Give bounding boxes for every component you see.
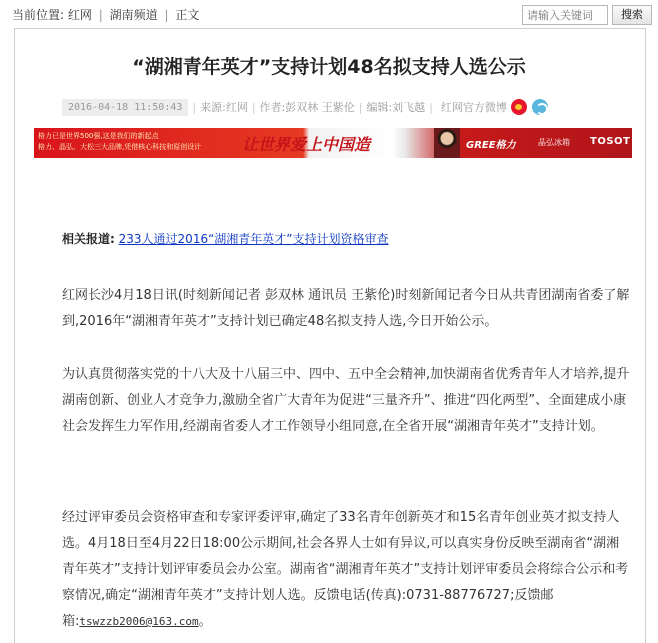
- search-button[interactable]: 搜索: [612, 5, 652, 25]
- top-bar: [0, 0, 658, 26]
- article-title: “湖湘青年英才”支持计划48名拟支持人选公示: [132, 56, 526, 78]
- paragraph-3-end: 。: [198, 614, 212, 629]
- article-meta: [62, 96, 548, 118]
- paragraph-3: [62, 505, 630, 635]
- weibo-link[interactable]: 红网官方微博: [440, 101, 507, 114]
- article-source: 来源:红网: [200, 101, 248, 114]
- banner-slogan: 让世界爱上中国造: [242, 135, 371, 154]
- meta-divider: |: [251, 100, 256, 114]
- meta-divider: |: [429, 100, 433, 114]
- banner-line-2: 格力、晶弘、大松三大品牌,凭借核心科技和原创设计: [38, 143, 202, 151]
- banner-jinghong-logo: 晶弘冰箱: [538, 138, 570, 147]
- banner-tosot-logo: TOSOT: [590, 136, 631, 147]
- article-author: 作者:彭双林 王紫伦: [259, 101, 355, 114]
- weibo-icon[interactable]: [511, 99, 527, 115]
- search-input[interactable]: [522, 5, 608, 25]
- breadcrumb: [12, 6, 199, 23]
- meta-divider: |: [358, 100, 363, 114]
- article-editor: 编辑:刘飞越: [366, 101, 426, 114]
- banner-line-1: 格力已是世界500强,这是我们的新起点: [38, 132, 159, 140]
- related-label: 相关报道:: [62, 232, 115, 246]
- banner-gree-logo: GREE格力: [466, 140, 516, 151]
- banner-text: [38, 131, 201, 153]
- paragraph-3-text: 经过评审委员会资格审查和专家评委评审,确定了33名青年创新英才和15名青年创业英才拟支持人选。4月18日至4月22日18:00公示期间,社会各界人士如有异议,可以真实身份反映至湖南省“湖湘青年英才”支持计划评审委员会办公室。湖南省“湖湘青年英才”支持计划评审委员会将综合公示和考察情况,确定“湖湘青年英才”支持计划人选。反馈电话(传真):0731-88776727;反馈邮箱:: [62, 510, 629, 629]
- meta-divider: |: [192, 100, 197, 114]
- paragraph-2: 为认真贯彻落实党的十八大及十八届三中、四中、五中全会精神,加快湖南省优秀青年人才培养,提升湖南创新、创业人才竞争力,激励全省广大青年为促进“三量齐升”、推进“四化两型”、全面建成小康社会发挥生力军作用,经湖南省委人才工作领导小组同意,在全省开展“湖湘青年英才”支持计划。: [62, 367, 630, 434]
- breadcrumb-separator: |: [98, 8, 103, 22]
- breadcrumb-item-hongwang[interactable]: 红网: [67, 8, 92, 22]
- feedback-email-link[interactable]: tswzzb2006@163.com: [79, 615, 199, 628]
- breadcrumb-item-hunan[interactable]: 湖南频道: [109, 8, 158, 22]
- breadcrumb-prefix: 当前位置:: [12, 8, 65, 22]
- ad-banner[interactable]: [34, 128, 632, 158]
- related-link[interactable]: 233人通过2016“湖湘青年英才”支持计划资格审查: [118, 232, 389, 246]
- breadcrumb-item-current: 正文: [175, 8, 200, 22]
- publish-date: 2016-04-18 11:50:43: [62, 99, 188, 116]
- paragraph-1: 红网长沙4月18日讯(时刻新闻记者 彭双林 通讯员 王紫伦)时刻新闻记者今日从共青团湖南省委了解到,2016年“湖湘青年英才”支持计划已确定48名拟支持人选,今日开始公示。: [62, 288, 630, 329]
- share-icon[interactable]: [532, 99, 548, 115]
- breadcrumb-separator: |: [164, 8, 169, 22]
- related-reports: [62, 230, 389, 247]
- banner-person-image: [434, 128, 460, 158]
